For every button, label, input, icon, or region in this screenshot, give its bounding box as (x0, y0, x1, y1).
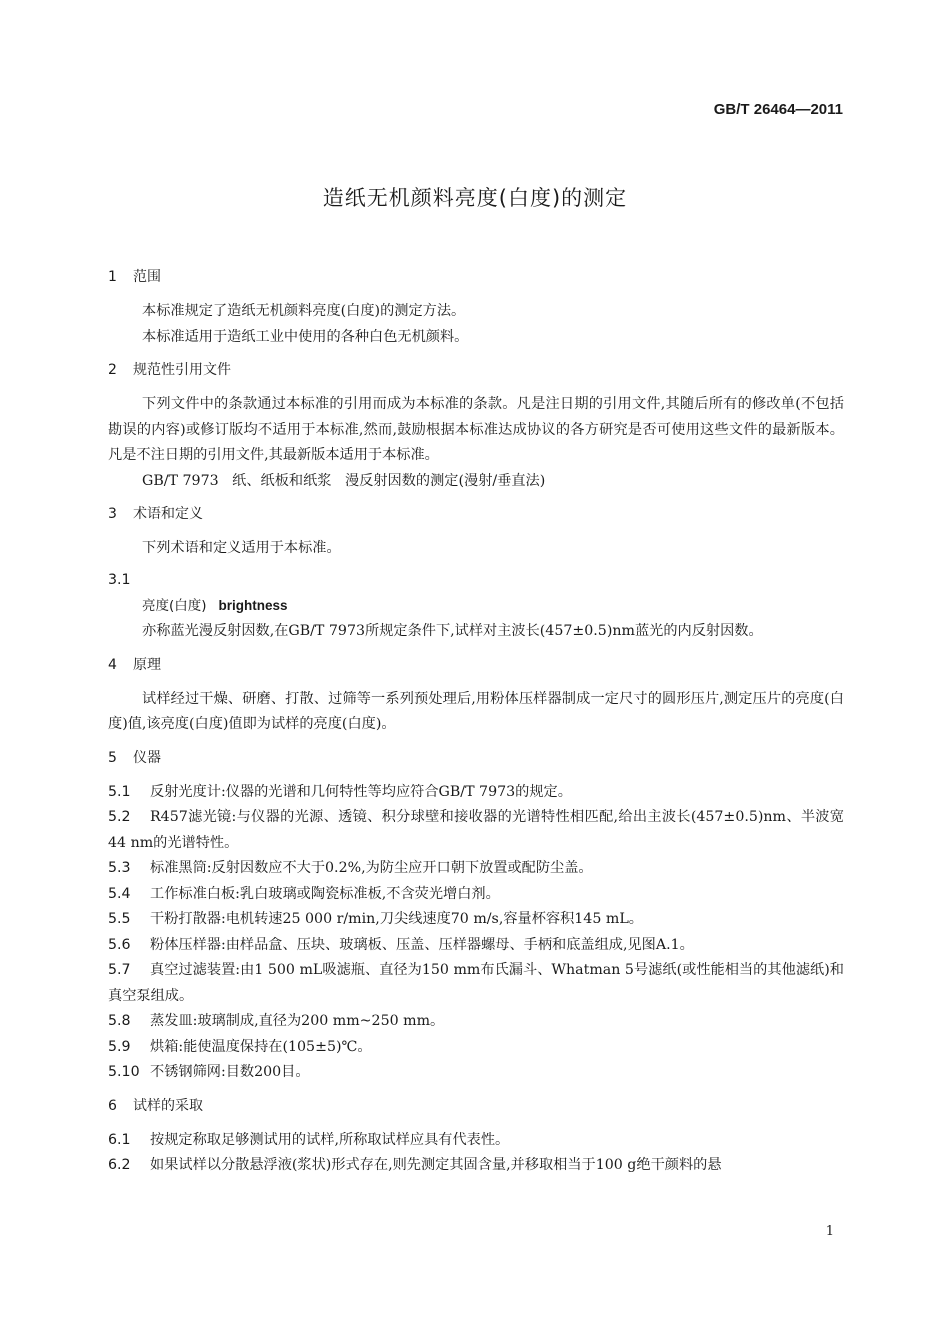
list-item (108, 1128, 844, 1154)
item-text: 如果试样以分散悬浮液(浆状)形式存在,则先测定其固含量,并移取相当于100 g绝干颜料的悬 (150, 1157, 722, 1173)
list-item (108, 1035, 844, 1061)
item-number: 5.3 (108, 860, 131, 876)
section-number: 3 (108, 506, 117, 522)
item-number: 5.10 (108, 1064, 140, 1080)
sampling-list (108, 1128, 844, 1179)
section-number: 6 (108, 1097, 117, 1114)
item-number: 6.2 (108, 1157, 131, 1173)
section-number: 2 (108, 362, 117, 378)
section-title: 范围 (133, 269, 161, 285)
clause-number: 3.1 (108, 571, 131, 588)
list-item (108, 882, 844, 908)
page-number: 1 (825, 1224, 834, 1239)
paragraph: 下列文件中的条款通过本标准的引用而成为本标准的条款。凡是注日期的引用文件,其随后所有的修改单(不包括勘误的内容)或修订版均不适用于本标准,然而,鼓励根据本标准达成协议的各方研究是否可使用这些文件的最新版本。凡是不注日期的引用文件,其最新版本适用于本标准。 (108, 396, 844, 463)
section-number: 4 (108, 656, 117, 673)
item-number: 5.6 (108, 936, 131, 953)
section-title: 仪器 (133, 749, 161, 766)
section-heading-principle (108, 655, 844, 675)
section-title: 原理 (133, 656, 161, 673)
standard-number: GB/T 26464—2011 (713, 101, 843, 118)
item-number: 5.5 (108, 911, 131, 927)
item-number: 5.4 (108, 885, 131, 902)
item-number: 5.7 (108, 962, 131, 978)
document-title: 造纸无机颜料亮度(白度)的测定 (322, 186, 628, 210)
item-text: 干粉打散器:电机转速25 000 r/min,刀尖线速度70 m/s,容量杯容积145 mL。 (150, 911, 643, 927)
list-item (108, 805, 844, 856)
section-number: 1 (108, 269, 117, 285)
item-text: 工作标准白板:乳白玻璃或陶瓷标准板,不含荧光增白剂。 (150, 885, 500, 902)
item-number: 5.2 (108, 809, 131, 825)
list-item (108, 958, 844, 1009)
section-number: 5 (108, 749, 117, 766)
section-heading-scope (108, 267, 844, 287)
section-heading-terms (108, 504, 844, 524)
list-item (108, 1153, 844, 1179)
apparatus-list (108, 780, 844, 1086)
section-title: 规范性引用文件 (133, 362, 231, 378)
item-text: 烘箱:能使温度保持在(105±5)℃。 (150, 1038, 372, 1055)
item-text: 不锈钢筛网:目数200目。 (150, 1064, 310, 1080)
term-entry (108, 593, 844, 620)
section-heading-normative-references (108, 360, 844, 380)
section-heading-apparatus (108, 748, 844, 768)
section-title: 试样的采取 (133, 1097, 203, 1114)
item-text: 按规定称取足够测试用的试样,所称取试样应具有代表性。 (150, 1131, 510, 1148)
list-item (108, 780, 844, 806)
section-title: 术语和定义 (133, 506, 203, 522)
list-item (108, 1009, 844, 1035)
term-definition: 亦称蓝光漫反射因数,在GB/T 7973所规定条件下,试样对主波长(457±0.5)nm蓝光的内反射因数。 (142, 623, 763, 639)
paragraph: 试样经过干燥、研磨、打散、过筛等一系列预处理后,用粉体压样器制成一定尺寸的圆形压片,测定压片的亮度(白度)值,该亮度(白度)值即为试样的亮度(白度)。 (108, 690, 844, 732)
item-number: 5.1 (108, 783, 131, 800)
document-body (108, 257, 844, 1179)
paragraph: 下列术语和定义适用于本标准。 (142, 540, 341, 556)
item-text: 标准黑筒:反射因数应不大于0.2%,为防尘应开口朝下放置或配防尘盖。 (150, 860, 593, 876)
list-item (108, 933, 844, 959)
list-item (108, 1060, 844, 1086)
item-text: 蒸发皿:玻璃制成,直径为200 mm~250 mm。 (150, 1013, 445, 1029)
item-number: 5.8 (108, 1013, 131, 1029)
item-text: R457滤光镜:与仪器的光源、透镜、积分球壁和接收器的光谱特性相匹配,给出主波长(457±0.5)nm、半波宽44 nm的光谱特性。 (108, 809, 844, 851)
term-english: brightness (218, 597, 288, 613)
term-chinese: 亮度(白度) (142, 597, 207, 614)
item-text: 反射光度计:仪器的光谱和几何特性等均应符合GB/T 7973的规定。 (150, 783, 572, 800)
item-number: 6.1 (108, 1131, 131, 1148)
paragraph: 本标准适用于造纸工业中使用的各种白色无机颜料。 (142, 328, 469, 345)
item-text: 真空过滤装置:由1 500 mL吸滤瓶、直径为150 mm布氏漏斗、Whatman 5号滤纸(或性能相当的其他滤纸)和真空泵组成。 (108, 962, 844, 1004)
section-heading-sampling (108, 1096, 844, 1116)
paragraph: 本标准规定了造纸无机颜料亮度(白度)的测定方法。 (142, 303, 466, 319)
reference-entry: GB/T 7973 纸、纸板和纸浆 漫反射因数的测定(漫射/垂直法) (142, 472, 546, 489)
list-item (108, 856, 844, 882)
item-number: 5.9 (108, 1038, 131, 1055)
list-item (108, 907, 844, 933)
item-text: 粉体压样器:由样品盒、压块、玻璃板、压盖、压样器螺母、手柄和底盖组成,见图A.1。 (150, 936, 694, 953)
